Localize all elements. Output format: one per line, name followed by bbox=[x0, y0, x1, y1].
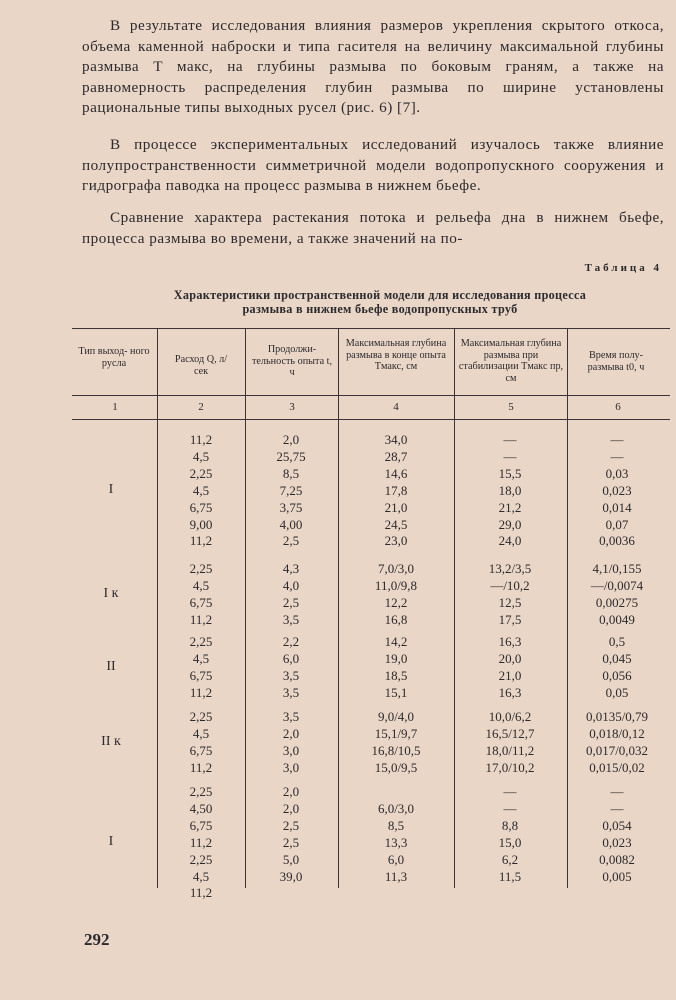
table-cell: 10,0/6,2 bbox=[488, 709, 532, 724]
header-flow-rate: Расход Q, л/сек bbox=[174, 354, 228, 377]
table-cell: — bbox=[503, 448, 517, 464]
table-cell: 3,0 bbox=[282, 759, 300, 775]
table-cell: 28,7 bbox=[384, 448, 408, 464]
table-cell: 16,8/10,5 bbox=[371, 742, 421, 758]
table-cell: 6,75 bbox=[189, 594, 213, 610]
table-number-rule bbox=[72, 419, 670, 420]
table-cell: 3,5 bbox=[282, 709, 300, 724]
table-cell: 12,5 bbox=[498, 594, 522, 610]
table-cell: 17,5 bbox=[498, 611, 522, 627]
table-cell: 13,3 bbox=[384, 834, 408, 850]
col-number-2: 2 bbox=[198, 401, 204, 413]
table-cell: 2,25 bbox=[189, 784, 213, 799]
table-cell: 0,056 bbox=[602, 667, 632, 683]
table-cell: 6,75 bbox=[189, 817, 213, 833]
table-cell: 0,018/0,12 bbox=[589, 725, 645, 741]
table-cell: 12,2 bbox=[384, 594, 408, 610]
table-cell: 20,0 bbox=[498, 650, 522, 666]
table-cell: 21,0 bbox=[498, 667, 522, 683]
table-cell: 2,25 bbox=[189, 465, 213, 481]
table-cell: 4,1/0,155 bbox=[592, 561, 642, 576]
table-cell: 2,2 bbox=[282, 634, 300, 649]
table-cell: 0,5 bbox=[608, 634, 626, 649]
table-cell: 21,0 bbox=[384, 499, 408, 515]
table-cell: 0,0082 bbox=[599, 851, 635, 867]
table-cell: 11,0/9,8 bbox=[374, 577, 418, 593]
table-cell: 0,045 bbox=[602, 650, 632, 666]
table-cell: 9,00 bbox=[189, 516, 213, 532]
header-max-depth-stab: Максимальная глубина размыва при стабилизации Tмакс пр, см bbox=[458, 338, 564, 384]
table-cell: 6,75 bbox=[189, 499, 213, 515]
table-cell: 4,5 bbox=[192, 577, 210, 593]
table-cell: 11,2 bbox=[189, 885, 213, 901]
header-duration: Продолжи- тельность опыта t, ч bbox=[251, 344, 333, 378]
table-title bbox=[90, 288, 670, 316]
table-cell: 0,0049 bbox=[599, 611, 635, 627]
channel-type-label: II к bbox=[101, 733, 121, 749]
table-cell: 4,5 bbox=[192, 725, 210, 741]
table-cell: 16,3 bbox=[498, 634, 522, 649]
table-cell: 0,0135/0,79 bbox=[585, 709, 649, 724]
table-cell: 39,0 bbox=[279, 868, 303, 884]
table-cell: 16,5/12,7 bbox=[485, 725, 535, 741]
paragraph-3: Сравнение характера растекания потока и рельефа дна в нижнем бьефе, процесса размыва во времени, а также значений на по- bbox=[82, 209, 664, 247]
table-top-rule bbox=[72, 328, 670, 329]
paragraph-1: В результате исследования влияния размеров укрепления скрытого откоса, объема каменной наброски и типа гасителя на величину максимальной глубины размыва T макс, на глубины размыва по боковым граням, а также на равномерность распределения глубин размыва по ширине установлены рациональные типы выходных русел (рис. 6) [7]. bbox=[82, 17, 664, 117]
table-cell: 7,25 bbox=[279, 482, 303, 498]
table-cell: 15,1 bbox=[384, 684, 408, 700]
table-cell: 8,5 bbox=[387, 817, 405, 833]
table-cell: 11,2 bbox=[189, 684, 213, 700]
table-cell: 2,5 bbox=[282, 817, 300, 833]
table-cell: 6,0 bbox=[282, 650, 300, 666]
table-cell: 4,5 bbox=[192, 448, 210, 464]
table-cell: 34,0 bbox=[384, 432, 408, 447]
table-cell: 25,75 bbox=[276, 448, 306, 464]
table-cell: 6,75 bbox=[189, 667, 213, 683]
table-cell: 11,2 bbox=[189, 759, 213, 775]
table-cell: 9,0/4,0 bbox=[377, 709, 415, 724]
table-cell: 15,0 bbox=[498, 834, 522, 850]
table-title-line-1: Характеристики пространственной модели для исследования процесса bbox=[173, 288, 587, 302]
table-cell: 11,2 bbox=[189, 611, 213, 627]
header-max-depth-end: Максимальная глубина размыва в конце опыта Tмакс, см bbox=[345, 338, 447, 372]
table-cell: 0,0036 bbox=[599, 533, 635, 549]
table-cell: 16,8 bbox=[384, 611, 408, 627]
table-title-line-2: размыва в нижнем бьефе водопропускных труб bbox=[242, 302, 518, 316]
table-cell: 2,5 bbox=[282, 834, 300, 850]
page-number: 292 bbox=[84, 930, 110, 949]
table-cell: 0,017/0,032 bbox=[585, 742, 649, 758]
table-cell: 3,0 bbox=[282, 742, 300, 758]
table-cell: 7,0/3,0 bbox=[377, 561, 415, 576]
table-cell: 4,5 bbox=[192, 482, 210, 498]
table-cell: 5,0 bbox=[282, 851, 300, 867]
table-cell: 3,75 bbox=[279, 499, 303, 515]
table-cell: 17,0/10,2 bbox=[485, 759, 535, 775]
table-cell: 21,2 bbox=[498, 499, 522, 515]
table-cell: 17,8 bbox=[384, 482, 408, 498]
table-cell: 2,0 bbox=[282, 725, 300, 741]
table-cell: 29,0 bbox=[498, 516, 522, 532]
col-number-5: 5 bbox=[508, 401, 514, 413]
channel-type-label: I bbox=[108, 834, 114, 850]
table-cell: 2,25 bbox=[189, 851, 213, 867]
col-number-3: 3 bbox=[289, 401, 295, 413]
table-cell: 4,5 bbox=[192, 650, 210, 666]
table-cell: 4,00 bbox=[279, 516, 303, 532]
table-cell: 4,50 bbox=[189, 800, 213, 816]
table-cell: 2,25 bbox=[189, 709, 213, 724]
table-cell: 16,3 bbox=[498, 684, 522, 700]
table-cell: 14,6 bbox=[384, 465, 408, 481]
table-cell: — bbox=[610, 432, 624, 447]
table-cell: 0,023 bbox=[602, 834, 632, 850]
table-cell: 0,054 bbox=[602, 817, 632, 833]
table-cell: — bbox=[503, 432, 517, 447]
table-cell: 6,0 bbox=[387, 851, 405, 867]
table-cell: 18,5 bbox=[384, 667, 408, 683]
table-cell: 11,2 bbox=[189, 834, 213, 850]
table-cell: —/0,0074 bbox=[590, 577, 644, 593]
table-cell: 11,2 bbox=[189, 432, 213, 447]
table-cell: 11,3 bbox=[384, 868, 408, 884]
table-cell: 0,023 bbox=[602, 482, 632, 498]
table-cell: —/10,2 bbox=[490, 577, 530, 593]
table-cell: 3,5 bbox=[282, 684, 300, 700]
table-cell: — bbox=[503, 784, 517, 799]
table-cell: — bbox=[503, 800, 517, 816]
table-cell: 24,5 bbox=[384, 516, 408, 532]
channel-type-label: II bbox=[106, 658, 116, 674]
table-cell: 11,5 bbox=[498, 868, 522, 884]
table-cell: 2,0 bbox=[282, 784, 300, 799]
col-number-6: 6 bbox=[615, 401, 621, 413]
table-cell: 6,2 bbox=[501, 851, 519, 867]
table-cell: 24,0 bbox=[498, 533, 522, 549]
channel-type-label: I к bbox=[103, 585, 119, 601]
table-cell: 0,015/0,02 bbox=[589, 759, 645, 775]
table-cell: 13,2/3,5 bbox=[488, 561, 532, 576]
table-label: Таблица 4 bbox=[584, 262, 662, 274]
table-cell: — bbox=[610, 448, 624, 464]
table-cell: 15,0/9,5 bbox=[374, 759, 418, 775]
table-cell: 2,0 bbox=[282, 432, 300, 447]
table-cell: 15,1/9,7 bbox=[374, 725, 418, 741]
header-channel-type: Тип выход- ного русла bbox=[78, 346, 150, 369]
table-header-rule bbox=[72, 395, 670, 396]
table-cell: 4,3 bbox=[282, 561, 300, 576]
table-cell: 15,5 bbox=[498, 465, 522, 481]
channel-type-label: I bbox=[108, 482, 114, 498]
table-cell: 0,014 bbox=[602, 499, 632, 515]
table-cell: — bbox=[610, 800, 624, 816]
col-number-1: 1 bbox=[112, 401, 118, 413]
table-cell: 14,2 bbox=[384, 634, 408, 649]
table-cell: 6,75 bbox=[189, 742, 213, 758]
table-cell: 19,0 bbox=[384, 650, 408, 666]
table-cell: 4,5 bbox=[192, 868, 210, 884]
table-cell: 23,0 bbox=[384, 533, 408, 549]
table-cell: 3,5 bbox=[282, 667, 300, 683]
table-cell: 0,07 bbox=[605, 516, 629, 532]
table-cell: 2,0 bbox=[282, 800, 300, 816]
table-cell: 11,2 bbox=[189, 533, 213, 549]
table-cell: 0,05 bbox=[605, 684, 629, 700]
table-cell: 8,5 bbox=[282, 465, 300, 481]
paragraph-2: В процессе экспериментальных исследований изучалось также влияние полупространственности симметричной модели водопропускного сооружения и гидрографа паводка на процесс размыва в нижнем бьефе. bbox=[82, 136, 664, 195]
table-cell: 2,5 bbox=[282, 533, 300, 549]
table-cell: 18,0/11,2 bbox=[485, 742, 535, 758]
table-cell: 0,03 bbox=[605, 465, 629, 481]
header-half-time: Время полу- размыва t0, ч bbox=[587, 350, 645, 373]
table-cell: 3,5 bbox=[282, 611, 300, 627]
table-cell: 18,0 bbox=[498, 482, 522, 498]
table-cell: 2,25 bbox=[189, 634, 213, 649]
table-cell: 0,005 bbox=[602, 868, 632, 884]
col-number-4: 4 bbox=[393, 401, 399, 413]
table-cell: 6,0/3,0 bbox=[377, 800, 415, 816]
table-cell: 2,5 bbox=[282, 594, 300, 610]
table-cell: 8,8 bbox=[501, 817, 519, 833]
table-cell: 0,00275 bbox=[595, 594, 639, 610]
table-cell: — bbox=[610, 784, 624, 799]
table-cell: 4,0 bbox=[282, 577, 300, 593]
table-cell: 2,25 bbox=[189, 561, 213, 576]
